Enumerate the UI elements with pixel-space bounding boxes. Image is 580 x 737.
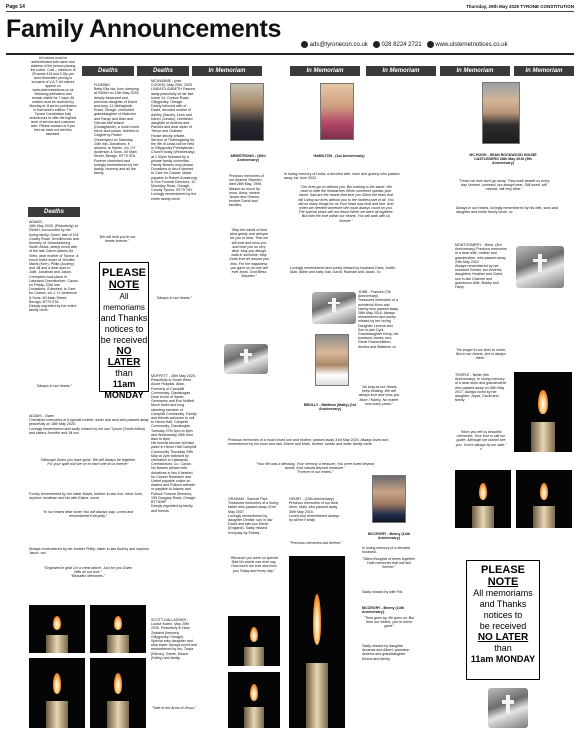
memoriam-header-col6a: In Memoriam (440, 66, 510, 76)
memoriam-mccrory-sign: Sadly missed by wife Pat. (362, 590, 403, 594)
masthead-rule (6, 11, 574, 12)
notice-line: notices to (104, 324, 144, 334)
photo-hamilton (320, 83, 354, 140)
photo-mchugh (482, 82, 520, 144)
verse-mcilwaine: "Always in our hearts." (156, 296, 192, 300)
bible-image-4 (488, 688, 528, 728)
masthead-rule-bottom (6, 53, 574, 55)
email-link[interactable]: ads@tyronecon.co.uk (309, 42, 368, 49)
notice-line: All memoriams (473, 588, 533, 598)
memoriam-armstrong: Precious memories of our dearest Stephen, died 28th May, 1995. Missed so much by mum, Anna, sisters Janice and Sharon, brother David and families. (229, 174, 264, 208)
verse-brolly: "Your life was a blessing, Your memory a treasure, You were loved beyond words, And missed beyond measure." "Forever in our hearts." (255, 462, 375, 475)
memoriam-montgomery: MONTGOMERY - Rene, (3rd Anniversary) Precious memories of a dear wife, mother and grandmother, who passed away 24th May 2022. Always remembered by her husband Gerald, son Andrew, daughters Heather and Claire, son in law Graeme and grandsons Alfie, Bobby and Harry. (455, 243, 507, 290)
memoriam-mccrory: In loving memory of a devoted husband. (362, 546, 411, 555)
memoriam-adams-son: ADAMS - Gwen Cherished memories of a special mother, sister and aunt who passed away peacefully on 18th May 2025. Lovingly remembered and sadly missed by her son Tyrone (South Africa) and sisters Jennifer and Jill xxx (29, 414, 149, 435)
notice-line: 11am MONDAY (470, 654, 536, 664)
verse-montgomery: "No longer in our lives to share, But in our hearts, she is always there." (455, 348, 507, 361)
verse-graham: "Because you were so special Dad No words can ever say, How much we love and miss you Today and every day." (230, 556, 278, 573)
verse-adams-brother: "Engraved in gold On a chest above. Just for you Gwen With all our love." "Beautiful Memories." (43, 566, 133, 579)
memoriam-mccrory2: MCCRORY - Benny (14th Anniversary). (362, 606, 405, 615)
verse-adams-son: "Although Gwen you have gone, We will always be together, For your spirit will live on In each one of us forever" (40, 458, 136, 467)
memoriam-adams-brother: Always remembered by her brother Philip, sister-in-law Audrey and nephew Jason. xxx (29, 547, 149, 556)
verse-hamilton: "Our lives go on without you, But nothing is the same. We have to hide the heartaches When someone speaks your name. Sad are the hearts that love you Silent the tears that fall Living our lives without you Is the hardest part of all. You did so many things for us Your heart was kind and true, And when we needed someone We could always count on you. The special years will not return When we were all together; But with the love within our hearts, You will walk with us forever." (298, 185, 394, 223)
website-link[interactable]: www.ulsternetnotices.co.uk (435, 42, 508, 49)
memoriam-graham: GRAHAM - Samuel Paul. Treasured memories of a loving father who passed away 22nd May 2007. Lovingly remembered by daughter Denise, son in law David and late son Derek (England). Sadly missed everyday by Shirley. (228, 497, 279, 535)
candle-image-2 (90, 605, 146, 653)
notice-line: All memoriams (103, 292, 145, 312)
phone-icon (373, 41, 380, 48)
notice-line: 11am MONDAY (104, 379, 144, 400)
verse-temple: "Mum you left us beautiful memories, Your love is still our guide, Although we cannot see you, You're always by our side." x (455, 430, 507, 451)
memoriam-header-col4: In Memoriam (192, 66, 262, 76)
web-icon (427, 41, 434, 48)
death-notice-moffett: MOFFETT - 26th May 2025, Peacefully in South West Acute Hospital, Allan, Formerly of Campbill Community, Clanabogan. Dear Uncle of Sarah Germaney and Eve Moffett. Much loved and long standing member of Camphill Community. Family and friends welcome to call to Heron Hall, Camphill Community, Clanabogan Tuesday 27th 3pm to 8pm and Wednesday 28th from 8am to 8pm. His funeral service will take place in Heron Hall Camphill Community Thursday 29th May at 2pm followed by cremation in Lakelands Crematorium, Co. Cavan. No flowers please with donations in lieu if desired for Cancer Research and Unicef payable online on Adams and Pollock website or payable to Adams and Pollock Funeral Directors, 155 Doogary Road, Omagh. BT790HF. Deeply regretted by family and friends. (151, 374, 197, 513)
deaths-header-col3: Deaths (137, 66, 189, 76)
verse-mccrory: "Silent thoughts of times together, Hold memories that will last forever." (362, 557, 416, 570)
candle-image-1 (29, 605, 85, 653)
bible-image-1 (224, 344, 268, 374)
memoriam-temple: TEMPLE - Nellie (8th Anniversary). In loving memory of a dear mum and grandmother who passed away on 26th May 2017. Always loved by her daughter, Joyce, David and family. (455, 373, 507, 403)
memoriam-header-col6b: In Memoriam (514, 66, 574, 76)
memoriam-henry: HENRY - (10th Anniversary) Precious memories of our dear Mum, Mary, who passed away 30th May 2015. Loved and remembered always by all the Family. (289, 497, 340, 523)
verse-henry: "Precious memories last forever." (289, 541, 343, 545)
candle-image-6 (228, 672, 280, 728)
memoriam-hamilton-sign: Lovingly remembered and sorely missed by husband Drew, Judith, Alan, Abbie and baby Isla; David, Rachael and Jacob. Xx (290, 266, 396, 275)
photo-brolly (315, 334, 349, 386)
death-notice-mcilwaine: MCILWAINE - (née COOKE), May 25th, 2025 LINDA ELIZABETH Passed away peacefully at her late home 14, Corboe Road, Gillygooley, Omagh. Dearly beloved wife of David, devoted mother of Ashley (Sarah), Leah and Karen (Jordan), cherished daughter of Andrew and Pamela and dear sister of Trevor and Graham. House strictly private. Service of Thanksgiving for the life of Linda will be held in Gillygooley Presbyterian Church today (Wednesday) at 1.00pm followed by a private family committal. Family flowers only please. Donations in lieu if desired to Care for Cancer. Made payable to Robert Armstrong & Son Funeral Directors, 10 Mountjoy Road, Omagh, County Tyrone, BT79 7AY. Lovingly remembered by the entire family circle. (151, 79, 197, 201)
caption-armstrong: ARMSTRONG - (30th Anniversary) (230, 154, 266, 163)
verse-mchugh: "Those we love don't go away, They walk beside us every day Unseen, unheard, but always near, Still loved, still missed, still very dear." (458, 179, 550, 192)
notice-line: and Thanks (479, 599, 527, 609)
candle-image-9 (455, 470, 511, 528)
notice-line: NO LATER (107, 346, 141, 368)
memoriam-mccrory2-sign: Sadly missed by daughter Amanda and Albert, grandson Andrew and granddaughter Emma and family. (362, 644, 410, 661)
death-notice-scott-gallagher: SCOTT-GALLAGHER - Louise Karen, May 20th 2025. Peacefully in New Zealand (formerly Gillygooley, Omagh). Special step daughter and step sister. Always loved and remembered by Iris, Twyla (Kieran), Garrie, Deane (Kathy) and family. (151, 618, 197, 660)
email-icon (301, 41, 308, 48)
candle-image-3 (29, 658, 85, 728)
candle-image-5 (228, 616, 280, 666)
notice-line: PLEASE (101, 267, 146, 279)
bible-image-3 (516, 246, 564, 288)
memoriam-header-col5b: In Memoriam (366, 66, 436, 76)
notice-line: PLEASE (480, 564, 525, 576)
candle-image-4 (90, 658, 146, 728)
memoriam-hamilton: In loving memory of Linda, a devoted wife, mum and granny who passed away 1st June 2024 (284, 172, 400, 181)
notice-line: notices to (483, 610, 523, 620)
notice-line: and Thanks (100, 313, 148, 323)
memoriam-mchugh: Always in our hearts, lovingly remembered by his wife, sons and daughter and entire family circle. xx (456, 206, 559, 215)
notice-line: than (494, 643, 512, 653)
verse-scott-gallagher: "Safe in the Arms of Jesus." (151, 706, 197, 710)
verse-adams: "Always in our hearts." (36, 384, 72, 388)
photo-armstrong (230, 83, 264, 141)
candle-image-8 (514, 372, 572, 452)
verse-adams-sister: "In our hearts dear sister You will always stay, Loved and remembered Everyday." (42, 510, 134, 519)
policy-text: All notices must be authenticated with name and address of the person placing the notice. Cost – minimum of 25 words £15 and 0.32p per word thereafter, pricing is inclusive of V.A.T. All notices appear on www.ulsternetnotices.co.uk following publication and remain visible for 7 days. All notices must be received by Monday at 11am for publication in that week's edition. The Tyrone Constitution fully endeavours to offer the highest level of service and customer care. Please contact us if you feel we have not met this standard. (29, 56, 77, 136)
notice-line: be received (479, 621, 527, 631)
death-notice-adams: ADAMS - 18th May 2025, (Peacefully) at SWAH, surrounded by her loving family, Gwen, late of 101 Cooley Road, Sixmilecross and formerly of Johannesburg, South Africa, dearly loved wife of the late Calvin Adams De Vries, dear mother of Tyrone, a much loved sister of Jennifer, Mavis (Kerr), Philip (Audrey) and Jill and a dear aunt to Julie, Jonathan and Jason. Cremation took place in Lakeland Crematorium, Cavan, on Friday, 23rd inst. Donations, if desired, to Care for Cancer, c/o J. H. Anderson & Sons, 60 Main Street, Beragh, BT79 0TA. Deeply regretted by her entire family circle. (29, 220, 79, 313)
verse-jobb: "As long as our hearts keep beating, We will always love and miss you Mum / Nanny, No matter how many years." (358, 385, 400, 406)
verse-mccrory2: "Time goes by, life goes on, But from our hearts, you're never gone" (363, 616, 415, 629)
notice-line: NO LATER (477, 632, 529, 643)
bible-image-2 (312, 292, 356, 324)
deaths-header-col1: Deaths (28, 207, 80, 217)
notice-line: NOTE (108, 279, 140, 291)
notice-line: NOTE (487, 576, 519, 588)
notice-line: than (115, 368, 133, 378)
please-note-notice-1 (99, 262, 149, 400)
phone-number[interactable]: 028 8224 2721 (381, 42, 422, 49)
caption-mchugh: MC HUGH - SEAN ROCKWOOD HOUSE CASTLEDERG 28th May 2016 (9th Anniversary) (469, 153, 537, 166)
memoriam-header-col5a: In Memoriam (290, 66, 360, 76)
candle-image-7 (289, 556, 345, 728)
caption-mccrory: MCCRORY - Benny (14th Anniversary) (367, 532, 411, 541)
verse-fleming: "We will hold you in our hearts forever." (98, 235, 136, 244)
notice-line: be received (100, 335, 148, 345)
page-label: Page 14 (6, 4, 25, 10)
deaths-header-col2: Deaths (82, 66, 134, 76)
candle-image-10 (516, 470, 572, 528)
please-note-notice-2 (466, 560, 540, 680)
edition-line: Thursday, 29th May 2025 TYRONE CONSTITUTION (466, 4, 574, 9)
death-notice-fleming: FLEMING Betty Ella Ida, born sleeping at SWAH on 18th May 2025, deeply treasured and precious daughter of David and Amy, 11 Mullaghslin Road, Omagh, cherished granddaughter of Malcolm and Pansy and Alan and Glenda McFarland (Donaghanie), a much loved niece and cousin. Interred in Clogherny Parish Churchyard on Saturday 24th inst. Donations, if desired, to Sands, c/o J H Anderson & Sons, 60 Main Street, Beragh, BT79 0TA. Forever cherished and lovingly remembered by her daddy, mummy and all the family. (94, 83, 140, 176)
photo-mccrory (372, 475, 406, 523)
memoriam-adams-sister: Fondly remembered by her sister Mavis, brother-in-law Ivor, niece Julie, nephew Jonathan and his wife Elaine. xxxxx (29, 492, 143, 501)
page-title: Family Announcements (6, 15, 282, 43)
memoriam-brolly: Precious memories of a much loved son and brother, passed away 31st May 2024. Always loved and remembered by his mum and dad, Arlene and Mark, brother Jordan and wider family circle. (228, 438, 389, 447)
memoriam-jobb: JOBB - Frances (7th Anniversary) Treasured memories of a wonderful Mum and Nanny who passed away, 28th May 2018. Always remembered and sorely missed by her loving Daughter Levena and Son-in-law Cyril. Granddaughter Kerry, her husband James, and Great Grandchildren, Amelia and Matthew. xx (358, 290, 399, 349)
verse-armstrong: "May the winds of love blow gently and whisper for you to hear, That we still love and miss you and hold you so very dear. May you always walk in sunshine. May Gods love all around you flow, For the happiness you gave us no one will ever know. God Bless Stephen." (229, 228, 269, 279)
contact-strip (301, 41, 508, 50)
caption-brolly: BROLLY - Matthew (Matty) (1st Anniversary) (303, 403, 357, 412)
caption-hamilton: HAMILTON - (1st Anniversary) (313, 154, 365, 158)
